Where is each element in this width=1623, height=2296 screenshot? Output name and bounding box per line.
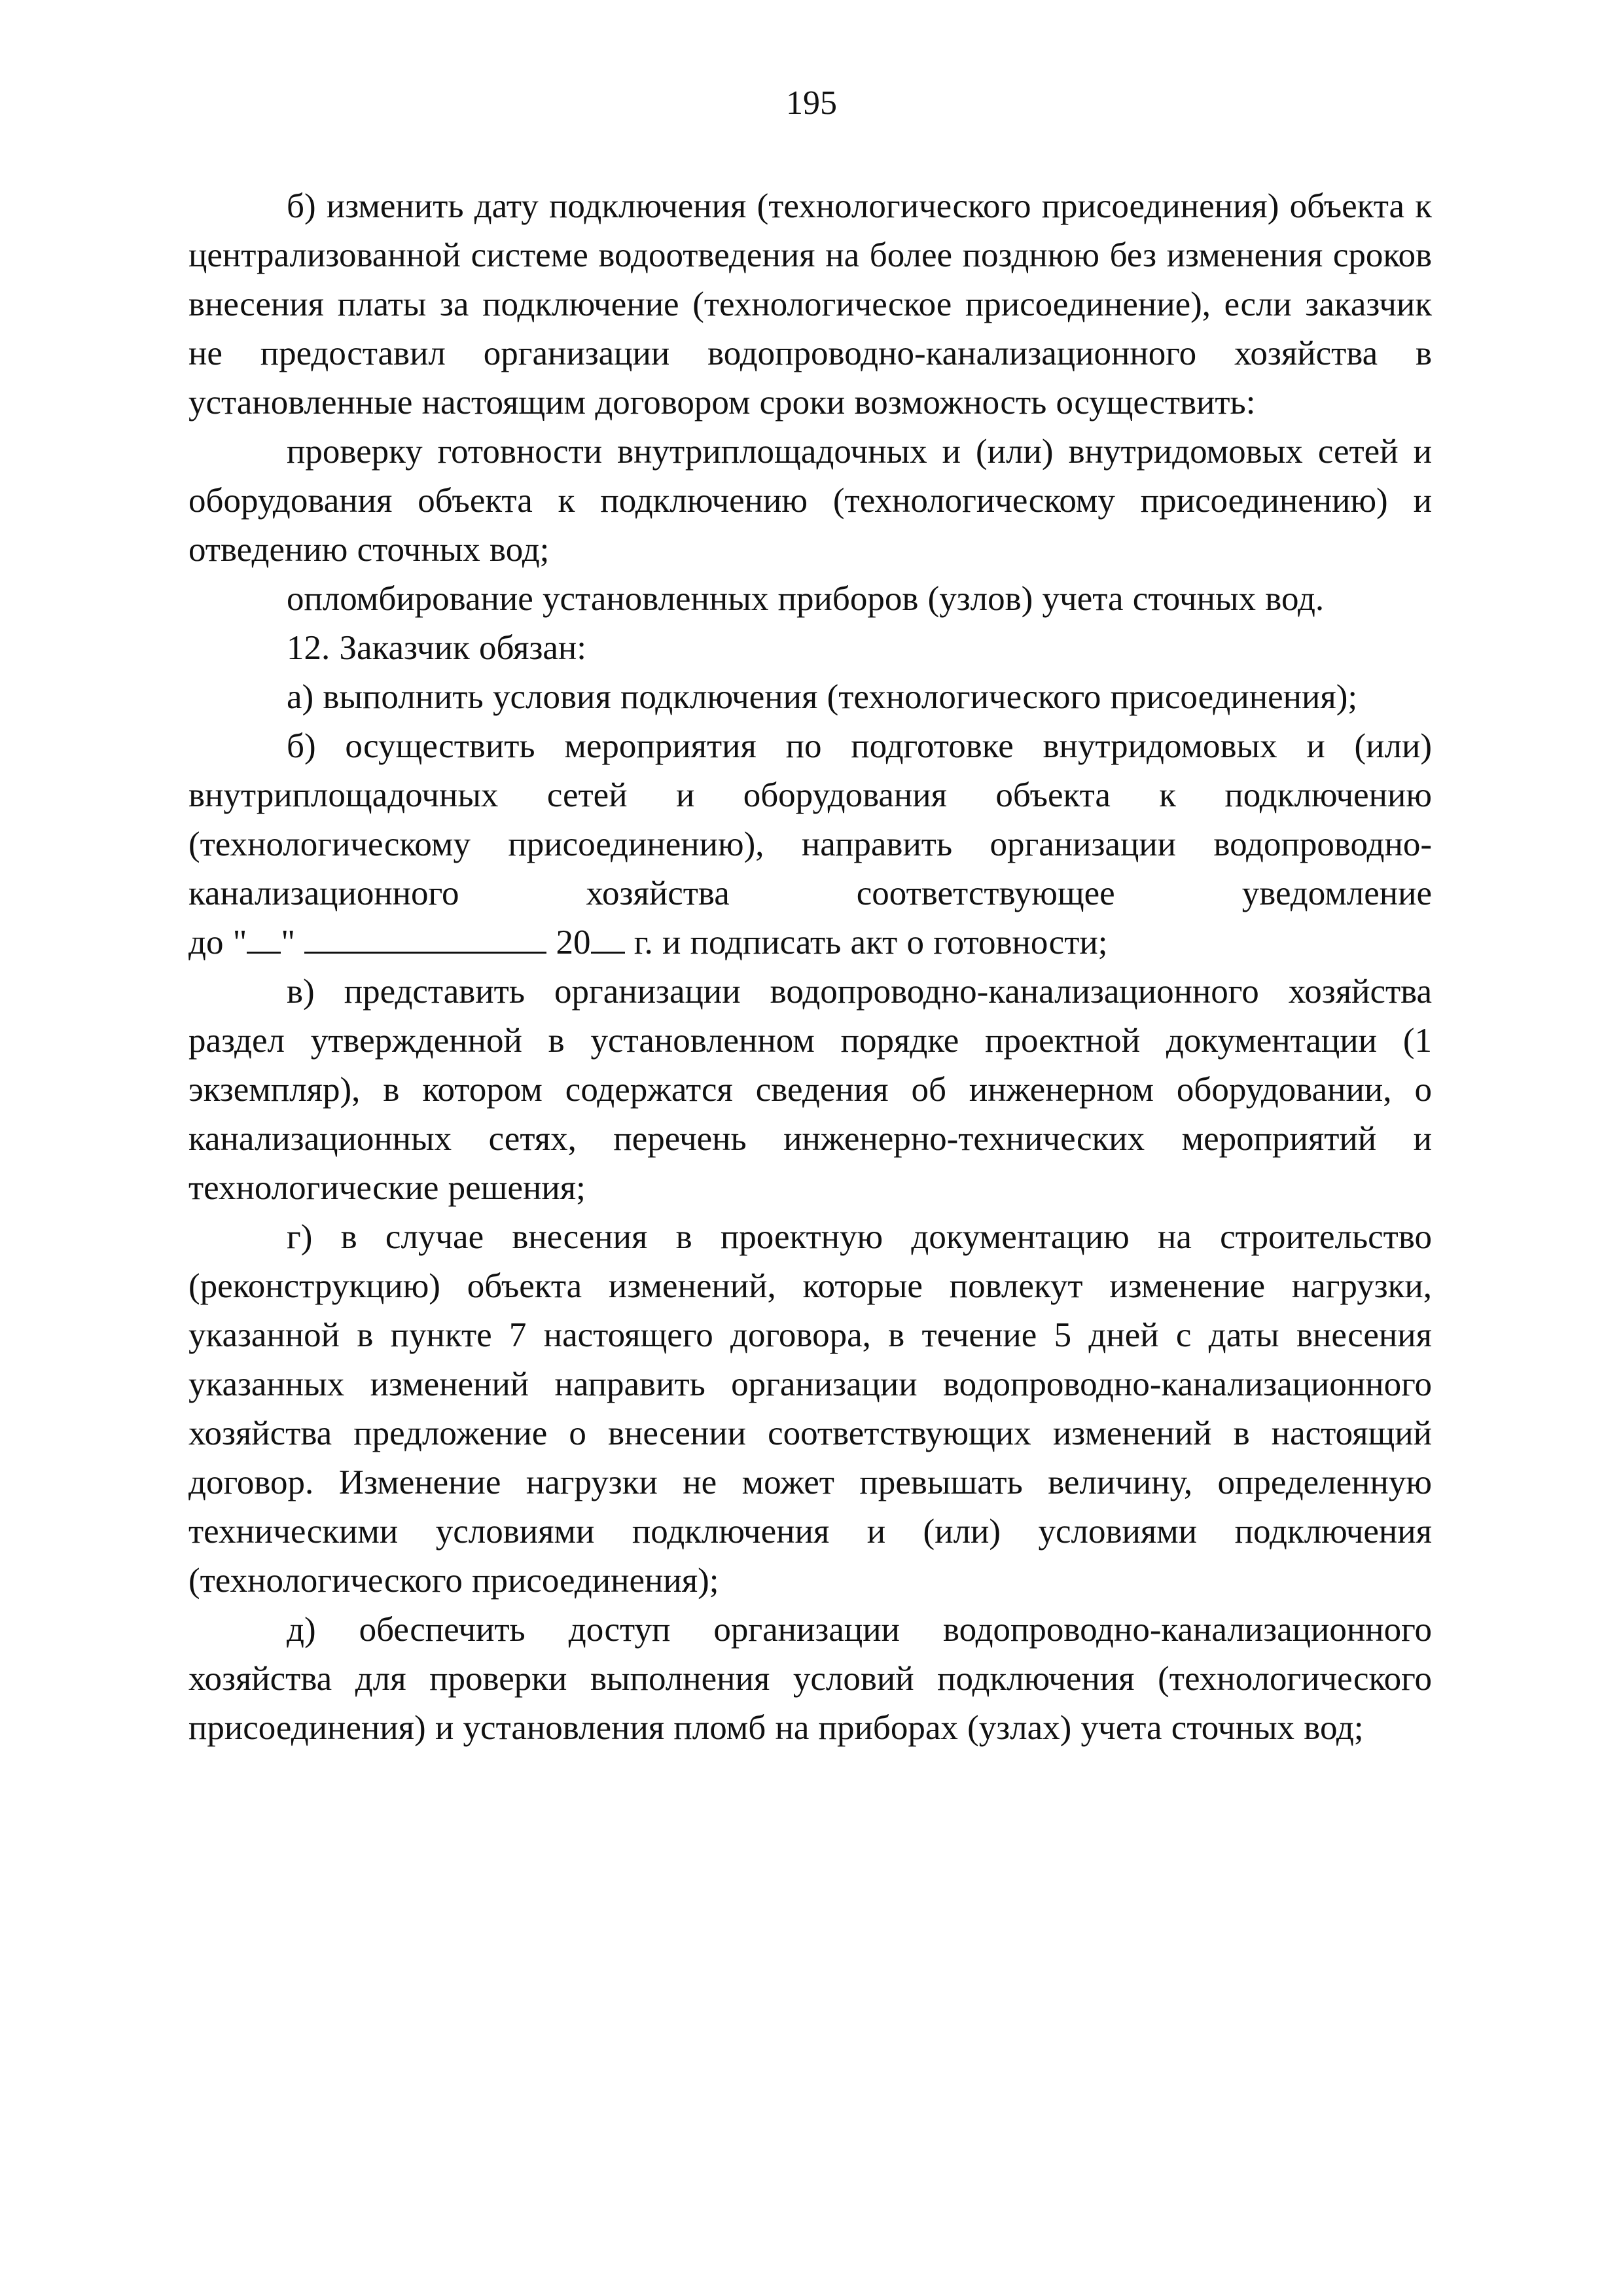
paragraph-b-measures: б) осуществить мероприятия по подготовке внутридомовых и (или) внутриплощадочных сетей и оборудования объекта к подключению (технологическому присоединению), направить организации водопроводно-канализационного хозяйства соответствующее уведомление	[188, 727, 1432, 912]
year-blank	[591, 923, 625, 954]
paragraph-v-submit-documentation: в) представить организации водопроводно-канализационного хозяйства раздел утвержденной в установленном порядке проектной документации (1 экземпляр), в котором содержатся сведения об инженерном оборудовании, о канализационных сетях, перечень инженерно-технических мероприятий и технологические решения;	[188, 973, 1432, 1207]
deadline-quote-close: "	[281, 924, 295, 961]
paragraph-a-fulfill-conditions: а) выполнить условия подключения (технологического присоединения);	[287, 678, 1358, 716]
paragraph-g-project-changes: г) в случае внесения в проектную документацию на строительство (реконструкцию) объекта изменений, которые повлекут изменение нагрузки, указанной в пункте 7 настоящего договора, в течение 5 дней с даты внесения указанных изменений направить организации водопроводно-канализационного хозяйства предложение о внесении соответствующих изменений в настоящий договор. Изменение нагрузки не может превышать величину, определенную техническими условиями подключения и (или) условиями подключения (технологического присоединения);	[188, 1218, 1432, 1600]
clause-12-heading: 12. Заказчик обязан:	[287, 629, 587, 667]
year-prefix: 20	[556, 924, 591, 961]
month-blank	[304, 923, 546, 954]
document-body	[188, 182, 1432, 1753]
paragraph-check-readiness: проверку готовности внутриплощадочных и (или) внутридомовых сетей и оборудования объекта к подключению (технологическому присоединению) и отведению сточных вод;	[188, 433, 1432, 569]
deadline-suffix: г. и подписать акт о готовности;	[633, 924, 1108, 961]
paragraph-sealing-meters: опломбирование установленных приборов (узлов) учета сточных вод.	[287, 580, 1325, 618]
page-number: 195	[786, 84, 837, 122]
paragraph-d-provide-access: д) обеспечить доступ организации водопроводно-канализационного хозяйства для проверки выполнения условий подключения (технологического присоединения) и установления пломб на приборах (узлах) учета сточных вод;	[188, 1611, 1432, 1747]
paragraph-b-deadline	[188, 918, 1432, 967]
day-blank	[247, 923, 281, 954]
paragraph-b-change-connection-date: б) изменить дату подключения (технологического присоединения) объекта к централизованной системе водоотведения на более позднюю без изменения сроков внесения платы за подключение (технологическое присоединение), если заказчик не предоставил организации водопроводно-канализационного хозяйства в установленные настоящим договором сроки возможность осуществить:	[188, 187, 1432, 422]
deadline-prefix: до "	[188, 924, 247, 961]
